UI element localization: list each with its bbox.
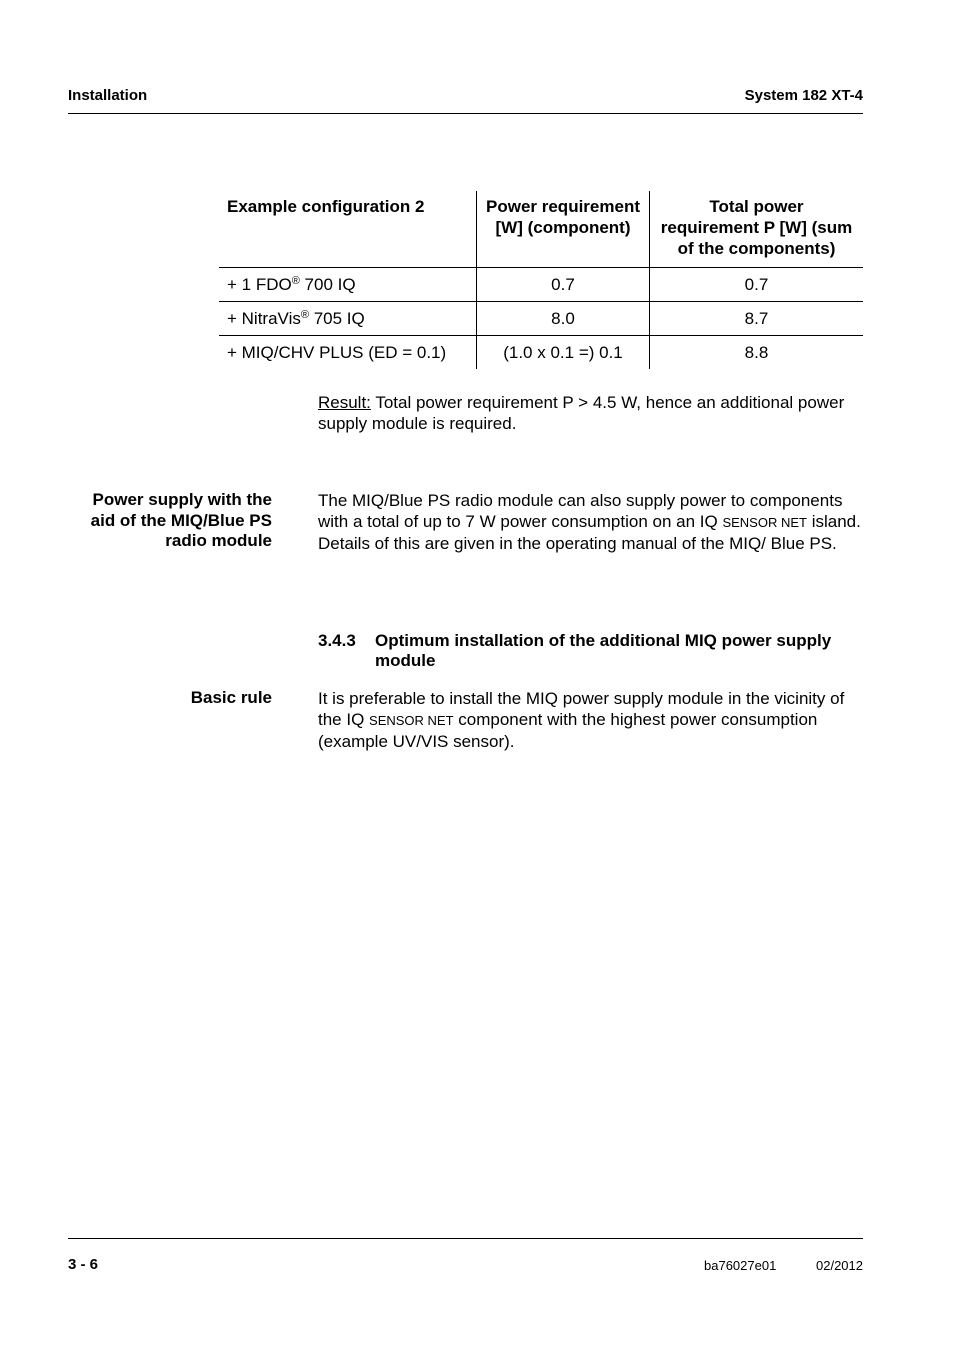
config-table — [219, 191, 863, 369]
item-name: + NitraVis — [227, 308, 301, 328]
document-date: 02/2012 — [816, 1258, 863, 1273]
result-paragraph — [318, 392, 866, 434]
table-header-config: Example configuration 2 — [219, 191, 477, 268]
table-row — [219, 302, 863, 336]
registered-mark: ® — [300, 308, 309, 321]
running-header-title: System 182 XT-4 — [744, 87, 863, 104]
table-cell-item — [219, 336, 477, 370]
header-rule — [68, 113, 863, 114]
result-label: Result: — [318, 393, 371, 412]
registered-mark: ® — [291, 274, 300, 287]
item-name: + 1 FDO — [227, 274, 292, 294]
running-header-section: Installation — [68, 87, 148, 104]
page-number: 3 - 6 — [68, 1256, 99, 1273]
table-header-power: Power requirement [W] (component) — [477, 191, 650, 268]
table-cell-item — [219, 268, 477, 302]
power-supply-text: The MIQ/Blue PS radio module can also supply power to components with a total of up to 7 W power consumption on an IQ — [318, 491, 843, 531]
table-row — [219, 336, 863, 370]
sensor-net-term: SENSOR NET — [369, 713, 454, 728]
item-model: 700 IQ — [299, 274, 356, 294]
document-id: ba76027e01 — [704, 1258, 777, 1273]
table-row — [219, 268, 863, 302]
power-supply-paragraph — [318, 490, 866, 554]
section-title: Optimum installation of the additional MIQ power supply module — [375, 631, 832, 670]
basic-rule-text-continued: component with the highest power consumption (example UV/VIS sensor). — [318, 710, 818, 751]
item-name: + MIQ/CHV PLUS (ED = 0.1) — [227, 342, 447, 362]
result-text: Total power requirement P > 4.5 W, hence an additional power supply module is required. — [318, 393, 845, 433]
table-header-row — [219, 191, 863, 268]
table-header-total: Total power requirement P [W] (sum of the components) — [650, 191, 864, 268]
side-heading-basic-rule: Basic rule — [190, 688, 272, 707]
sensor-net-term: SENSOR NET — [722, 515, 807, 530]
section-number: 3.4.3 — [318, 631, 356, 650]
power-supply-text-continued: island. Details of this are given in the operating manual of the MIQ/ Blue PS. — [318, 512, 861, 553]
basic-rule-text: It is preferable to install the MIQ power supply module in the vicinity of the IQ — [318, 689, 845, 729]
table-cell-total: 0.7 — [650, 268, 864, 302]
table-cell-power: 0.7 — [477, 268, 650, 302]
table-cell-power: 8.0 — [477, 302, 650, 336]
item-model: 705 IQ — [308, 308, 365, 328]
side-heading-power-supply: Power supply with the aid of the MIQ/Blue PS radio module — [90, 490, 272, 550]
table-cell-power: (1.0 x 0.1 =) 0.1 — [477, 336, 650, 370]
table-cell-total: 8.7 — [650, 302, 864, 336]
basic-rule-paragraph — [318, 688, 866, 752]
footer-rule — [68, 1238, 863, 1239]
section-heading — [318, 631, 868, 673]
table-cell-total: 8.8 — [650, 336, 864, 370]
table-cell-item — [219, 302, 477, 336]
